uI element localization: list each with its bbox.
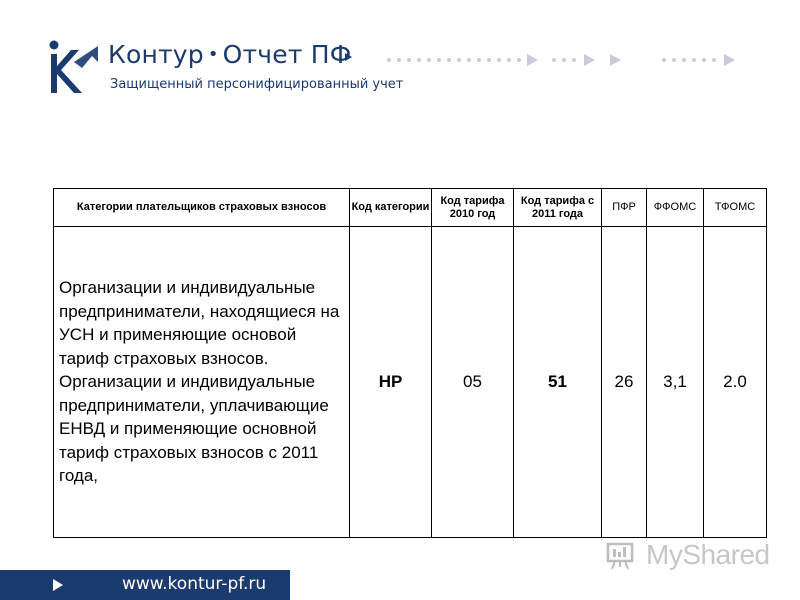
- column-header-category: Категории плательщиков страховых взносов: [54, 189, 350, 227]
- tariff-2011-cell: 51: [514, 227, 602, 538]
- ffoms-cell: 3,1: [647, 227, 704, 538]
- brand-name: Контур: [108, 40, 204, 69]
- column-header-tariff-2010: Код тарифа 2010 год: [432, 189, 514, 227]
- insurance-tariff-table: [53, 188, 767, 538]
- watermark: [606, 538, 770, 574]
- footer-bar: [0, 570, 290, 600]
- column-header-category-code: Код категории: [350, 189, 432, 227]
- watermark-text: MyShared: [646, 539, 770, 570]
- category-code-cell: НР: [350, 227, 432, 538]
- column-header-tariff-2011: Код тарифа с 2011 года: [514, 189, 602, 227]
- table-header-row: [54, 189, 767, 227]
- tariff-2010-cell: 05: [432, 227, 514, 538]
- header-subtitle: Защищенный персонифицированный учет: [110, 77, 404, 92]
- brand-title: [108, 40, 351, 69]
- dotted-arrows-decoration: [384, 52, 744, 68]
- table-row: [54, 227, 767, 538]
- presentation-board-icon: [606, 540, 636, 570]
- kontur-k-logo-icon: [48, 40, 100, 96]
- brand-arrow-icon: [345, 53, 352, 61]
- column-header-pfr: ПФР: [602, 189, 647, 227]
- column-header-ffoms: ФФОМС: [647, 189, 704, 227]
- footer-url-link[interactable]: www.kontur-pf.ru: [122, 574, 267, 594]
- category-description-cell: Организации и индивидуальные предприниматели, находящиеся на УСН и применяющие основой тариф страховых взносов. Организации и индивидуальные предприниматели, уплачивающие ЕНВД и применяющие основной тариф страховых взносов с 2011 года,: [54, 227, 350, 538]
- product-name: Отчет ПФ: [222, 40, 352, 69]
- play-arrow-icon: [53, 579, 63, 591]
- pfr-cell: 26: [602, 227, 647, 538]
- column-header-tfoms: ТФОМС: [704, 189, 767, 227]
- tfoms-cell: 2.0: [704, 227, 767, 538]
- brand-separator: •: [207, 44, 219, 65]
